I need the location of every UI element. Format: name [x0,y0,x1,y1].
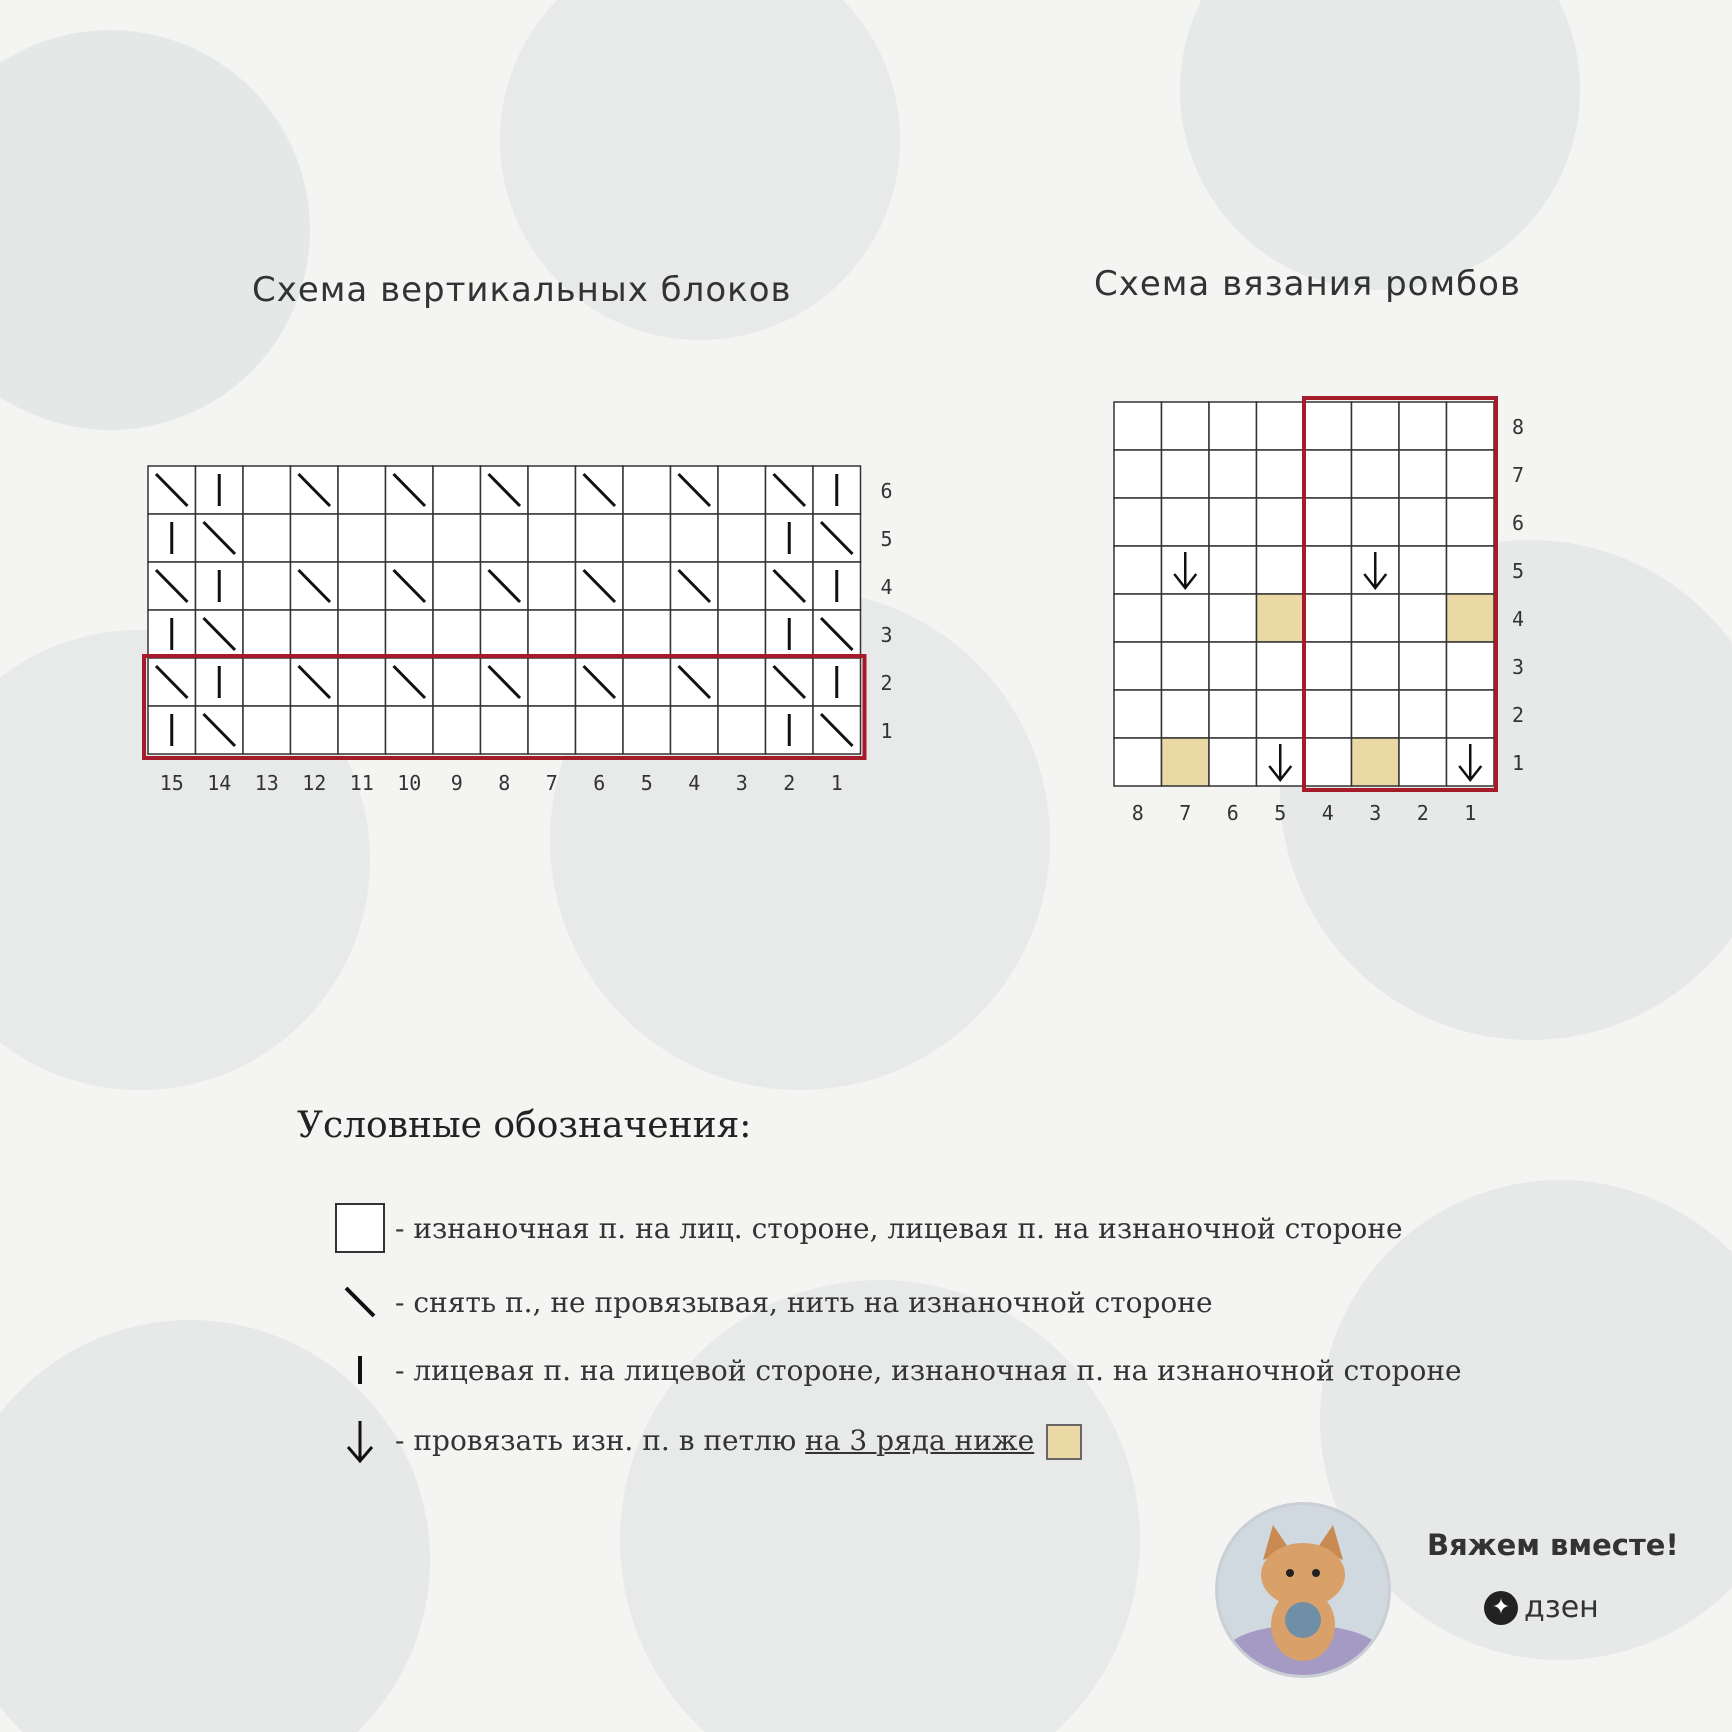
chart-cell [1447,402,1495,450]
chart-cell [623,706,671,754]
col-label: 1 [1464,801,1477,825]
row-label: 4 [880,575,893,599]
chart-cell [1162,402,1210,450]
chart-cell [1209,498,1257,546]
chart-cell [338,706,386,754]
legend-text: - лицевая п. на лицевой стороне, изнаночная п. на изнаночной стороне [395,1353,1462,1387]
col-label: 7 [1179,801,1192,825]
chart-cell [1114,642,1162,690]
chart-cell [1114,450,1162,498]
col-label: 12 [302,771,327,795]
chart-cell [1304,690,1352,738]
chart-cell [1399,642,1447,690]
chart-cell [338,466,386,514]
chart-cell [433,658,481,706]
chart-cell [386,514,434,562]
slash-icon [340,1282,380,1322]
legend-item-purl [325,1198,1403,1258]
legend-underlined-text: на 3 ряда ниже [805,1423,1035,1457]
chart-cell [1304,498,1352,546]
row-label: 3 [880,623,893,647]
row-label: 2 [1512,703,1525,727]
col-label: 6 [1226,801,1239,825]
chart-cell [386,706,434,754]
zen-icon: ✦ [1484,1591,1518,1625]
chart-cell [718,562,766,610]
col-label: 8 [1131,801,1144,825]
chart-cell [481,514,529,562]
chart-cell [1352,690,1400,738]
chart-cell [433,610,481,658]
vertical-blocks-title: Схема вертикальных блоков [252,270,792,310]
empty-square-icon [335,1203,385,1253]
chart-cell [1209,546,1257,594]
brand-name: Вяжем вместе! [1427,1528,1679,1562]
legend-text: - изнаночная п. на лиц. стороне, лицевая п. на изнаночной стороне [395,1211,1403,1245]
chart-cell [671,706,719,754]
chart-cell [1447,498,1495,546]
chart-cell [1399,546,1447,594]
chart-cell [1447,546,1495,594]
chart-cell [243,706,291,754]
col-label: 14 [207,771,232,795]
chart-cell [243,466,291,514]
chart-cell [576,706,624,754]
chart-cell [623,466,671,514]
chart-cell [1162,690,1210,738]
row-label: 1 [1512,751,1525,775]
swatch-icon [1046,1424,1082,1460]
chart-cell [528,610,576,658]
chart-cell [1257,498,1305,546]
chart-cell [433,514,481,562]
chart-cell [1447,594,1495,642]
chart-cell [433,466,481,514]
chart-cell [718,514,766,562]
chart-cell [1209,642,1257,690]
col-label: 4 [688,771,701,795]
chart-cell [1304,402,1352,450]
chart-cell [1352,450,1400,498]
row-label: 8 [1512,415,1525,439]
chart-cell [1447,450,1495,498]
chart-cell [243,562,291,610]
chart-cell [718,706,766,754]
chart-cell [528,514,576,562]
chart-cell [1399,690,1447,738]
chart-cell [1352,402,1400,450]
chart-cell [338,514,386,562]
chart-cell [386,610,434,658]
chart-cell [1162,738,1210,786]
chart-cell [1447,642,1495,690]
chart-cell [623,610,671,658]
rhombus-title: Схема вязания ромбов [1094,264,1521,304]
vertical-bar-icon [350,1350,370,1390]
chart-cell [1399,498,1447,546]
row-label: 5 [880,527,893,551]
chart-cell [1304,642,1352,690]
chart-cell [1209,738,1257,786]
chart-cell [528,562,576,610]
down-arrow-icon [340,1417,380,1467]
chart-cell [1257,450,1305,498]
chart-cell [718,658,766,706]
vertical-blocks-grid [144,466,893,795]
chart-cell [1114,594,1162,642]
chart-cell [1304,594,1352,642]
chart-cell [1162,498,1210,546]
chart-cell [1399,402,1447,450]
chart-cell [433,706,481,754]
col-label: 2 [783,771,796,795]
chart-cell [1399,738,1447,786]
row-label: 7 [1512,463,1525,487]
row-label: 1 [880,719,893,743]
col-label: 11 [349,771,374,795]
chart-cell [1257,546,1305,594]
col-label: 13 [254,771,279,795]
chart-cell [1162,642,1210,690]
chart-cell [291,610,339,658]
chart-cell [1257,690,1305,738]
chart-cell [433,562,481,610]
zen-link[interactable] [1484,1590,1599,1625]
chart-cell [528,658,576,706]
col-label: 5 [640,771,653,795]
chart-cell [481,610,529,658]
col-label: 15 [159,771,184,795]
col-label: 8 [498,771,511,795]
legend-item-drop [325,1412,1082,1472]
col-label: 1 [830,771,843,795]
chart-cell [1209,402,1257,450]
row-label: 6 [880,479,893,503]
legend-title: Условные обозначения: [297,1105,752,1146]
chart-cell [671,514,719,562]
chart-cell [1304,450,1352,498]
chart-cell [528,706,576,754]
rhombus-grid [1114,398,1524,825]
chart-cell [1162,450,1210,498]
chart-cell [1352,594,1400,642]
chart-cell [718,466,766,514]
chart-cell [671,610,719,658]
chart-cell [1114,402,1162,450]
chart-cell [1114,546,1162,594]
col-label: 6 [593,771,606,795]
chart-cell [1399,594,1447,642]
chart-cell [338,562,386,610]
legend-text: - снять п., не провязывая, нить на изнаночной стороне [395,1285,1213,1319]
chart-cell [243,514,291,562]
col-label: 3 [1369,801,1382,825]
legend-item-slip [325,1272,1213,1332]
col-label: 3 [735,771,748,795]
col-label: 9 [450,771,463,795]
chart-cell [243,610,291,658]
chart-cell [623,514,671,562]
col-label: 4 [1321,801,1334,825]
col-label: 2 [1416,801,1429,825]
chart-cell [243,658,291,706]
brand-logo [1215,1502,1391,1678]
row-label: 2 [880,671,893,695]
chart-cell [1209,690,1257,738]
row-label: 3 [1512,655,1525,679]
chart-cell [1447,690,1495,738]
zen-label: дзен [1524,1590,1599,1625]
chart-cell [1304,546,1352,594]
chart-cell [718,610,766,658]
chart-cell [1352,642,1400,690]
chart-cell [1257,594,1305,642]
col-label: 10 [397,771,422,795]
chart-cell [291,514,339,562]
chart-cell [291,706,339,754]
chart-cell [1114,690,1162,738]
legend-item-knit [325,1340,1462,1400]
chart-cell [1209,450,1257,498]
row-label: 5 [1512,559,1525,583]
cat-logo-icon [1218,1505,1388,1675]
col-label: 7 [545,771,558,795]
chart-cell [1352,738,1400,786]
chart-cell [338,610,386,658]
row-label: 4 [1512,607,1525,631]
chart-cell [338,658,386,706]
chart-cell [623,562,671,610]
chart-cell [1162,594,1210,642]
chart-cell [1257,402,1305,450]
legend-text: - провязать изн. п. в петлю [395,1423,806,1457]
chart-cell [623,658,671,706]
chart-cell [1114,498,1162,546]
chart-cell [576,514,624,562]
chart-cell [1209,594,1257,642]
chart-cell [1114,738,1162,786]
chart-cell [576,610,624,658]
chart-cell [1399,450,1447,498]
chart-cell [481,706,529,754]
chart-cell [528,466,576,514]
col-label: 5 [1274,801,1287,825]
chart-cell [1352,498,1400,546]
chart-cell [1257,642,1305,690]
chart-cell [1304,738,1352,786]
row-label: 6 [1512,511,1525,535]
